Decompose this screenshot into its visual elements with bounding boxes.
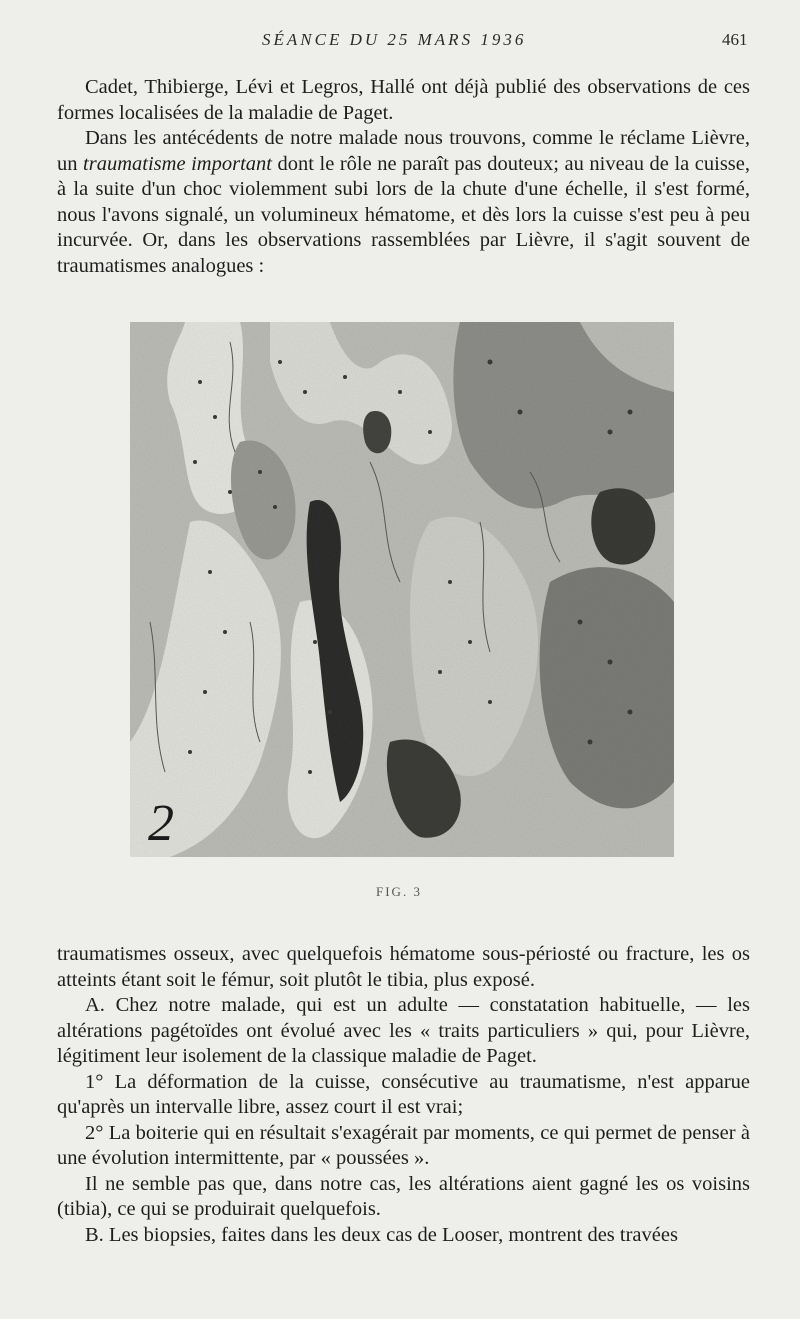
paragraph: 2° La boiterie qui en résultait s'exagérait par moments, ce qui permet de penser à une évolution intermittente, par « poussées ». <box>57 1121 750 1169</box>
figure-caption: FIG. 3 <box>376 884 422 899</box>
text-run: dont le rôle ne paraît pas douteux; au niveau de la cuisse, à la suite d'un choc violemment subi lors de la chute d'une échelle, il s'est formé, nous l'avons signalé, un volumineux hématome, et dès lors la cuisse s'est peu à peu incurvée. Or, dans les observations rassemblées par Lièvre, il s'agit souvent de traumatismes analogues : <box>57 152 751 277</box>
plate-number-label: 2 <box>148 795 174 852</box>
paragraph: A. Chez notre malade, qui est un adulte — constatation habituelle, — les altérations pagétoïdes ont évolué avec les « traits particuliers » qui, pour Lièvre, légitiment leur isolement de la classique maladie de Paget. <box>57 994 750 1067</box>
emphasis-text: traumatisme important <box>83 152 272 175</box>
text-block-top <box>57 75 750 279</box>
paragraph: traumatismes osseux, avec quelquefois hématome sous-périosté ou fracture, les os atteints étant soit le fémur, soit plutôt le tibia, plus exposé. <box>57 943 750 991</box>
text-block-bottom <box>57 942 750 1248</box>
text-run: Dans les antécédents de notre malade nous trouvons, comme le réclame Lièvre, un <box>57 127 750 175</box>
page-number: 461 <box>722 30 748 49</box>
paragraph: Il ne semble pas que, dans notre cas, les altérations aient gagné les os voisins (tibia), ce qui se produirait quelquefois. <box>57 1172 750 1220</box>
running-head: SÉANCE DU 25 MARS 1936 <box>262 30 527 49</box>
paragraph: Cadet, Thibierge, Lévi et Legros, Hallé ont déjà publié des observations de ces formes localisées de la maladie de Paget. <box>57 76 750 124</box>
paragraph <box>57 126 750 279</box>
paragraph: B. Les biopsies, faites dans les deux cas de Looser, montrent des travées <box>85 1223 678 1246</box>
micrograph-image <box>130 322 674 857</box>
paragraph: 1° La déformation de la cuisse, consécutive au traumatisme, n'est apparue qu'après un intervalle libre, assez court il est vrai; <box>57 1070 750 1118</box>
histology-figure <box>130 322 674 857</box>
